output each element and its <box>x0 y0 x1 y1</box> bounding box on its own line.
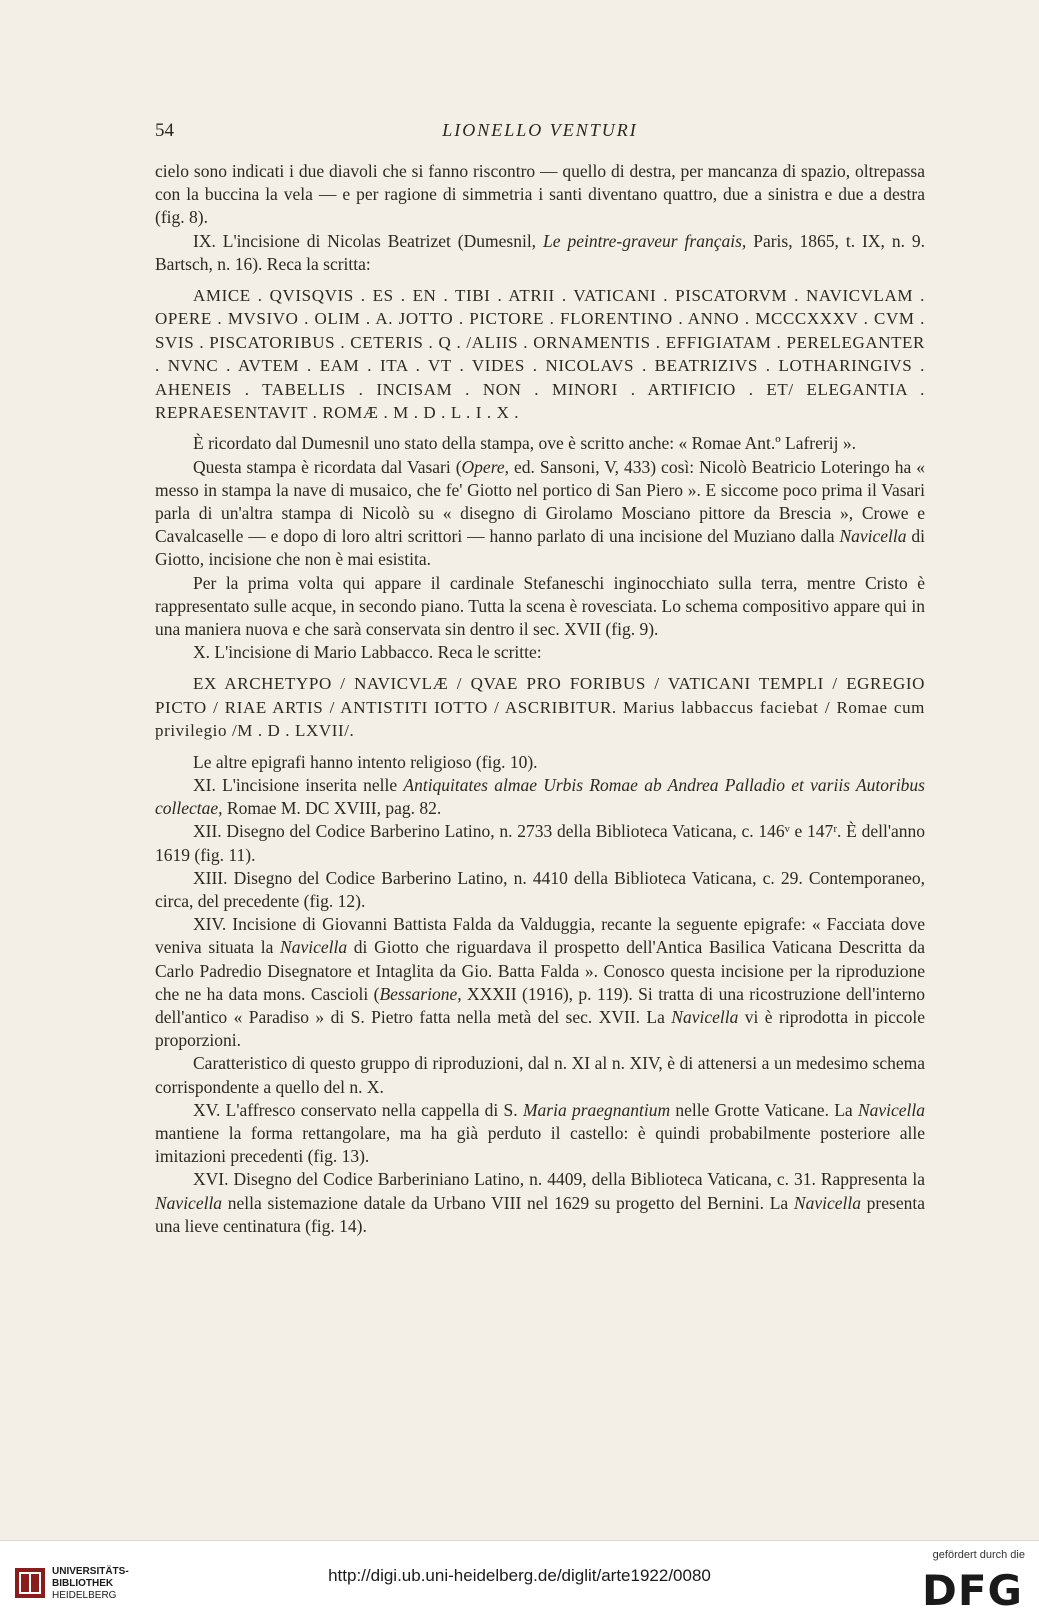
running-title: LIONELLO VENTURI <box>442 120 638 140</box>
paragraph: È ricordato dal Dumesnil uno stato della stampa, ove è scritto anche: « Romae Ant.º Lafrerij ». <box>193 433 856 454</box>
viewer-footer <box>0 1540 1039 1618</box>
inscription-text: AMICE . QVISQVIS . ES . EN . TIBI . ATRII . VATICANI . PISCATORVM . NAVICVLAM . OPERE . MVSIVO . OLIM . A. JOTTO . PICTORE . FLORENTINO . ANNO . MCCCXXXV . CVM . SVIS . PISCATORIBUS . CETERIS . Q . /ALIIS . ORNAMENTIS . EFFIGIATAM . PERELEGANTER . NVNC . AVTEM . EAM . ITA . VT . VIDES . NICOLAVS . BEATRIZIVS . LOTHARINGIVS . AHENEIS . TABELLIS . INCISAM . NON . MINORI . ARTIFICIO . ET/ ELEGANTIA . REPRAESENTAVIT . ROMÆ . M . D . L . I . X . <box>155 286 925 423</box>
dfg-logo-text: DFG <box>921 1566 1023 1609</box>
paragraph: XI. L'incisione inserita nelle Antiquitates almae Urbis Romae ab Andrea Palladio et variis Autoribus collectae, Romae M. DC XVIII, pag. 82. <box>155 774 925 819</box>
sponsor-label: gefördert durch die <box>932 1549 1025 1561</box>
paragraph: XVI. Disegno del Codice Barberiniano Latino, n. 4409, della Biblioteca Vaticana, c. 31. Rappresenta la Navicella nella sistemazione datale da Urbano VIII nel 1629 su progetto del Bernini. La Navicella presenta una lieve centinatura (fig. 14). <box>155 1169 925 1236</box>
inscription-text: EX ARCHETYPO / NAVICVLÆ / QVAE PRO FORIBUS / VATICANI TEMPLI / EGREGIO PICTO / RIAE ARTIS / ANTISTITI IOTTO / ASCRIBITUR. Marius labbaccus faciebat / Romae cum privilegio /M . D . LXVII/. <box>155 674 925 741</box>
paragraph: cielo sono indicati i due diavoli che si fanno riscontro — quello di destra, per mancanza di spazio, oltrepassa con la buccina la vela — e per ragione di simmetria i santi diventano quattro, due a sinistra e due a destra (fig. 8). <box>155 161 925 228</box>
paragraph: Per la prima volta qui appare il cardinale Stefaneschi inginocchiato sulla terra, mentre Cristo è rappresentato sulle acque, in secondo piano. Tutta la scena è rovesciata. Lo schema compositivo appare qui in una maniera nuova e che sarà conservata sin dentro il sec. XVII (fig. 9). <box>155 572 925 640</box>
sponsor-block <box>905 1549 1025 1609</box>
paragraph: XII. Disegno del Codice Barberino Latino, n. 2733 della Biblioteca Vaticana, c. 146ᵛ e 147ʳ. È dell'anno 1619 (fig. 11). <box>155 821 925 865</box>
running-head <box>155 120 925 150</box>
paragraph: X. L'incisione di Mario Labbacco. Reca le scritte: <box>193 642 542 663</box>
dfg-logo[interactable] <box>915 1563 1025 1609</box>
paragraph: Caratteristico di questo gruppo di riproduzioni, dal n. XI al n. XIV, è di attenersi a un medesimo schema corrispondente a quello del n. X. <box>155 1053 925 1097</box>
paragraph: XIV. Incisione di Giovanni Battista Falda da Valduggia, recante la seguente epigrafe: « Facciata dove veniva situata la Navicella di Giotto che riguardava il prospetto dell'Antica Basilica Vaticana Descritta da Carlo Padredio Disegnatore et Intaglita da Gio. Batta Falda ». Conosco questa incisione per la riproduzione che ne ha data mons. Cascioli (Bessarione, XXXII (1916), p. 119). Si tratta di una ricostruzione dell'interno dell'antico « Paradiso » di S. Pietro fatta nella metà del sec. XVII. La Navicella vi è riprodotta in piccole proporzioni. <box>155 914 925 1051</box>
library-name: UNIVERSITÄTS- BIBLIOTHEK HEIDELBERG <box>52 1566 129 1601</box>
body-text <box>155 160 925 1238</box>
paragraph: IX. L'incisione di Nicolas Beatrizet (Dumesnil, Le peintre-graveur français, Paris, 1865, t. IX, n. 9. Bartsch, n. 16). Reca la scritta: <box>155 230 926 274</box>
permalink-url[interactable]: http://digi.ub.uni-heidelberg.de/diglit/arte1922/0080 <box>328 1566 711 1585</box>
page-number: 54 <box>155 120 174 141</box>
paragraph: XV. L'affresco conservato nella cappella di S. Maria praegnantium nelle Grotte Vaticane. La Navicella mantiene la forma rettangolare, ma ha già perduto il castello: è quindi probabilmente posteriore alle imitazioni precedenti (fig. 13). <box>155 1099 925 1167</box>
paragraph: Le altre epigrafi hanno intento religioso (fig. 10). <box>193 751 538 772</box>
paragraph: XIII. Disegno del Codice Barberino Latino, n. 4410 della Biblioteca Vaticana, c. 29. Contemporaneo, circa, del precedente (fig. 12). <box>155 867 925 911</box>
paragraph: Questa stampa è ricordata dal Vasari (Opere, ed. Sansoni, V, 433) così: Nicolò Beatricio Loteringo ha « messo in stampa la nave di musaico, che fe' Giotto nel portico di San Piero ». E siccome poco prima il Vasari parla di un'altra stampa di Nicolò su « disegno di Girolamo Mosciano pittore da Brescia », Crowe e Cavalcaselle — e dopo di loro altri scrittori — hanno parlato di una incisione del Muziano dalla Navicella di Giotto, incisione che non è mai esistita. <box>155 456 925 570</box>
